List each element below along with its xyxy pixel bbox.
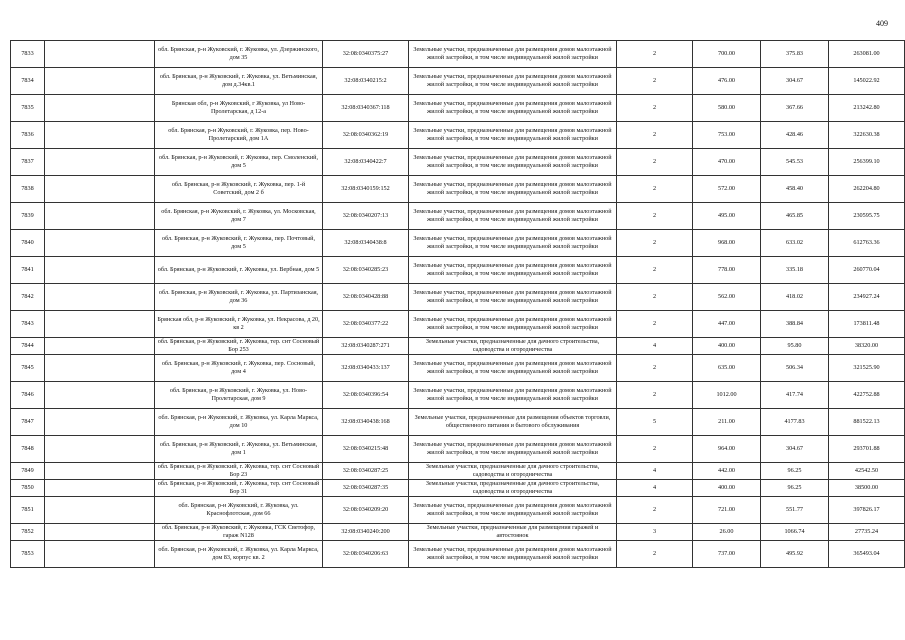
group-cell: 2 [617,68,693,95]
address-cell: обл. Брянская, р-н Жуковский, г. Жуковка, ул. Ветьминская, дом д.34кв.1 [155,68,323,95]
row-number: 7841 [11,257,45,284]
area-cell: 26.00 [693,524,761,541]
cadastral-number-cell: 32:08:0340362:19 [323,122,409,149]
table-row [11,382,905,409]
blank-cell [45,463,155,480]
address-cell: обл. Брянская, р-н Жуковский, г. Жуковка, тер. снт Сосновый Бор 23 [155,463,323,480]
area-cell: 495.00 [693,203,761,230]
blank-cell [45,284,155,311]
area-cell: 635.00 [693,355,761,382]
row-number: 7850 [11,480,45,497]
group-cell: 4 [617,480,693,497]
table-row [11,409,905,436]
blank-cell [45,524,155,541]
group-cell: 2 [617,122,693,149]
cadastral-number-cell: 32:08:0340287:25 [323,463,409,480]
row-number: 7852 [11,524,45,541]
cadastral-number-cell: 32:08:0340422:7 [323,149,409,176]
specific-value-cell: 304.67 [761,436,829,463]
group-cell: 2 [617,257,693,284]
area-cell: 778.00 [693,257,761,284]
row-number: 7842 [11,284,45,311]
blank-cell [45,480,155,497]
cadastral-value-cell: 612763.36 [829,230,905,257]
table-row [11,497,905,524]
area-cell: 400.00 [693,338,761,355]
land-use-cell: Земельные участки, предназначенные для размещения гаражей и автостоянок [409,524,617,541]
row-number: 7847 [11,409,45,436]
blank-cell [45,311,155,338]
address-cell: обл. Брянская, р-н Жуковский, г. Жуковка, ул. Вербная, дом 5 [155,257,323,284]
row-number: 7833 [11,41,45,68]
blank-cell [45,409,155,436]
cadastral-value-cell: 293701.88 [829,436,905,463]
address-cell: обл. Брянская, р-н Жуковский, г. Жуковка, ул. Дзержинского, дом 35 [155,41,323,68]
specific-value-cell: 551.77 [761,497,829,524]
address-cell: Брянская обл, р-н Жуковский, г Жуковка, ул Ново-Пролетарская, д 12-а [155,95,323,122]
land-use-cell: Земельные участки, предназначенные для размещения домов малоэтажной жилой застройки, в том числе индивидуальной жилой застройки [409,149,617,176]
row-number: 7853 [11,541,45,568]
land-use-cell: Земельные участки, предназначенные для размещения домов малоэтажной жилой застройки, в том числе индивидуальной жилой застройки [409,497,617,524]
row-number: 7837 [11,149,45,176]
row-number: 7845 [11,355,45,382]
group-cell: 2 [617,203,693,230]
specific-value-cell: 506.34 [761,355,829,382]
area-cell: 968.00 [693,230,761,257]
land-use-cell: Земельные участки, предназначенные для размещения домов малоэтажной жилой застройки, в том числе индивидуальной жилой застройки [409,122,617,149]
land-use-cell: Земельные участки, предназначенные для размещения домов малоэтажной жилой застройки, в том числе индивидуальной жилой застройки [409,436,617,463]
group-cell: 4 [617,338,693,355]
cadastral-number-cell: 32:08:0340159:152 [323,176,409,203]
row-number: 7849 [11,463,45,480]
area-cell: 1012.00 [693,382,761,409]
specific-value-cell: 1066.74 [761,524,829,541]
row-number: 7840 [11,230,45,257]
area-cell: 470.00 [693,149,761,176]
blank-cell [45,95,155,122]
blank-cell [45,355,155,382]
area-cell: 721.00 [693,497,761,524]
address-cell: обл. Брянская, р-н Жуковский, г. Жуковка, пер. Сосновый, дом 4 [155,355,323,382]
table-row [11,41,905,68]
land-use-cell: Земельные участки, предназначенные для размещения домов малоэтажной жилой застройки, в том числе индивидуальной жилой застройки [409,284,617,311]
cadastral-value-cell: 27735.24 [829,524,905,541]
cadastral-value-cell: 145022.92 [829,68,905,95]
cadastral-number-cell: 32:08:0340207:13 [323,203,409,230]
area-cell: 737.00 [693,541,761,568]
table-row [11,230,905,257]
address-cell: обл. Брянская, р-н Жуковский, г. Жуковка, ул. Ново-Пролетарская, дом 9 [155,382,323,409]
land-use-cell: Земельные участки, предназначенные для размещения домов малоэтажной жилой застройки, в том числе индивидуальной жилой застройки [409,95,617,122]
address-cell: обл. Брянская, р-н Жуковский, г. Жуковка, пер. Ново-Пролетарский, дом 1А [155,122,323,149]
blank-cell [45,68,155,95]
cadastral-number-cell: 32:08:0340367:118 [323,95,409,122]
blank-cell [45,203,155,230]
row-number: 7844 [11,338,45,355]
table-row [11,149,905,176]
blank-cell [45,497,155,524]
land-use-cell: Земельные участки, предназначенные для размещения домов малоэтажной жилой застройки, в том числе индивидуальной жилой застройки [409,230,617,257]
specific-value-cell: 375.83 [761,41,829,68]
cadastral-number-cell: 32:08:0340240:200 [323,524,409,541]
cadastral-value-cell: 422752.88 [829,382,905,409]
cadastral-value-cell: 397826.17 [829,497,905,524]
address-cell: обл. Брянская, р-н Жуковский, г. Жуковка, ул. Партизанская, дом 36 [155,284,323,311]
cadastral-number-cell: 32:08:0340396:54 [323,382,409,409]
address-cell: обл. Брянская, р-н Жуковский, г. Жуковка, ул. Московская, дом 7 [155,203,323,230]
group-cell: 2 [617,230,693,257]
table-row [11,524,905,541]
blank-cell [45,41,155,68]
address-cell: Брянская обл, р-н Жуковский, г Жуковка, ул. Некрасова, д 20, кв 2 [155,311,323,338]
row-number: 7836 [11,122,45,149]
specific-value-cell: 95.80 [761,338,829,355]
specific-value-cell: 367.66 [761,95,829,122]
specific-value-cell: 417.74 [761,382,829,409]
cadastral-value-cell: 256399.10 [829,149,905,176]
cadastral-number-cell: 32:08:0340438:168 [323,409,409,436]
land-use-cell: Земельные участки, предназначенные для размещения объектов торговли, общественного питания и бытового обслуживания [409,409,617,436]
group-cell: 2 [617,284,693,311]
specific-value-cell: 495.92 [761,541,829,568]
area-cell: 572.00 [693,176,761,203]
area-cell: 964.00 [693,436,761,463]
cadastral-number-cell: 32:08:0340209:20 [323,497,409,524]
specific-value-cell: 335.18 [761,257,829,284]
cadastral-value-cell: 173811.48 [829,311,905,338]
blank-cell [45,149,155,176]
land-use-cell: Земельные участки, предназначенные для дачного строительства, садоводства и огородничества [409,338,617,355]
group-cell: 3 [617,524,693,541]
row-number: 7839 [11,203,45,230]
group-cell: 5 [617,409,693,436]
area-cell: 580.00 [693,95,761,122]
area-cell: 562.00 [693,284,761,311]
group-cell: 2 [617,497,693,524]
specific-value-cell: 418.02 [761,284,829,311]
cadastral-value-cell: 881522.13 [829,409,905,436]
cadastral-number-cell: 32:08:0340287:271 [323,338,409,355]
area-cell: 447.00 [693,311,761,338]
cadastral-value-cell: 260770.04 [829,257,905,284]
table-row [11,480,905,497]
group-cell: 2 [617,382,693,409]
land-use-cell: Земельные участки, предназначенные для размещения домов малоэтажной жилой застройки, в том числе индивидуальной жилой застройки [409,257,617,284]
cadastral-number-cell: 32:08:0340433:137 [323,355,409,382]
group-cell: 4 [617,463,693,480]
table-row [11,95,905,122]
specific-value-cell: 304.67 [761,68,829,95]
specific-value-cell: 633.02 [761,230,829,257]
land-use-cell: Земельные участки, предназначенные для размещения домов малоэтажной жилой застройки, в том числе индивидуальной жилой застройки [409,382,617,409]
table-row [11,436,905,463]
group-cell: 2 [617,541,693,568]
table-row [11,463,905,480]
table-row [11,284,905,311]
group-cell: 2 [617,149,693,176]
land-use-cell: Земельные участки, предназначенные для размещения домов малоэтажной жилой застройки, в том числе индивидуальной жилой застройки [409,203,617,230]
table-row [11,257,905,284]
row-number: 7851 [11,497,45,524]
group-cell: 2 [617,436,693,463]
cadastral-number-cell: 32:08:0340428:88 [323,284,409,311]
row-number: 7843 [11,311,45,338]
specific-value-cell: 388.84 [761,311,829,338]
blank-cell [45,382,155,409]
blank-cell [45,541,155,568]
table-row [11,338,905,355]
address-cell: обл. Брянская, р-н Жуковский, г. Жуковка, пер. Почтовый, дом 5 [155,230,323,257]
group-cell: 2 [617,95,693,122]
group-cell: 2 [617,355,693,382]
area-cell: 442.00 [693,463,761,480]
table-row [11,311,905,338]
specific-value-cell: 458.40 [761,176,829,203]
cadastral-number-cell: 32:08:0340215:48 [323,436,409,463]
land-use-cell: Земельные участки, предназначенные для размещения домов малоэтажной жилой застройки, в том числе индивидуальной жилой застройки [409,41,617,68]
land-use-cell: Земельные участки, предназначенные для дачного строительства, садоводства и огородничества [409,480,617,497]
row-number: 7838 [11,176,45,203]
land-use-cell: Земельные участки, предназначенные для дачного строительства, садоводства и огородничества [409,463,617,480]
blank-cell [45,230,155,257]
row-number: 7834 [11,68,45,95]
cadastral-number-cell: 32:08:0340285:23 [323,257,409,284]
page-number: 409 [876,19,888,28]
table-row [11,68,905,95]
cadastral-number-cell: 32:08:0340287:35 [323,480,409,497]
cadastral-value-cell: 321525.90 [829,355,905,382]
cadastral-value-cell: 42542.50 [829,463,905,480]
specific-value-cell: 96.25 [761,463,829,480]
land-use-cell: Земельные участки, предназначенные для размещения домов малоэтажной жилой застройки, в том числе индивидуальной жилой застройки [409,355,617,382]
specific-value-cell: 4177.83 [761,409,829,436]
specific-value-cell: 96.25 [761,480,829,497]
address-cell: обл. Брянская, р-н Жуковский, г. Жуковка, тер. снт Сосновый Бор 253 [155,338,323,355]
cadastral-number-cell: 32:08:0340438:8 [323,230,409,257]
blank-cell [45,176,155,203]
area-cell: 400.00 [693,480,761,497]
table-row [11,122,905,149]
area-cell: 476.00 [693,68,761,95]
specific-value-cell: 428.46 [761,122,829,149]
cadastral-value-cell: 230595.75 [829,203,905,230]
cadastral-value-cell: 263081.00 [829,41,905,68]
land-use-cell: Земельные участки, предназначенные для размещения домов малоэтажной жилой застройки, в том числе индивидуальной жилой застройки [409,68,617,95]
specific-value-cell: 545.53 [761,149,829,176]
address-cell: обл. Брянская, р-н Жуковский, г. Жуковка, тер. снт Сосновый Бор 31 [155,480,323,497]
cadastral-value-cell: 234927.24 [829,284,905,311]
address-cell: обл. Брянская, р-н Жуковский, г. Жуковка, ГСК Светофор, гараж N128 [155,524,323,541]
cadastral-number-cell: 32:08:0340377:22 [323,311,409,338]
blank-cell [45,338,155,355]
table-row [11,541,905,568]
area-cell: 211.00 [693,409,761,436]
specific-value-cell: 465.85 [761,203,829,230]
land-use-cell: Земельные участки, предназначенные для размещения домов малоэтажной жилой застройки, в том числе индивидуальной жилой застройки [409,311,617,338]
table-row [11,203,905,230]
land-use-cell: Земельные участки, предназначенные для размещения домов малоэтажной жилой застройки, в том числе индивидуальной жилой застройки [409,541,617,568]
cadastral-value-cell: 213242.80 [829,95,905,122]
address-cell: обл. Брянская, р-н Жуковский, г. Жуковка, пер. 1-й Советский, дом 2 б [155,176,323,203]
address-cell: обл. Брянская, р-н Жуковский, г. Жуковка, ул. Карла Маркса, дом 10 [155,409,323,436]
group-cell: 2 [617,176,693,203]
address-cell: обл. Брянская, р-н Жуковский, г. Жуковка, ул. Ветьминская, дом 1 [155,436,323,463]
blank-cell [45,122,155,149]
address-cell: обл. Брянская, р-н Жуковский, г. Жуковка, ул. Карла Маркса, дом 83, корпус кв. 2 [155,541,323,568]
land-register-table [10,40,905,568]
row-number: 7846 [11,382,45,409]
table-row [11,355,905,382]
group-cell: 2 [617,41,693,68]
cadastral-number-cell: 32:08:0340206:63 [323,541,409,568]
address-cell: обл. Брянская, р-н Жуковский, г. Жуковка, ул. Краснофлотская, дом 66 [155,497,323,524]
area-cell: 753.00 [693,122,761,149]
area-cell: 700.00 [693,41,761,68]
blank-cell [45,257,155,284]
row-number: 7835 [11,95,45,122]
address-cell: обл. Брянская, р-н Жуковский, г. Жуковка, пер. Смоленский, дом 5 [155,149,323,176]
cadastral-value-cell: 262204.80 [829,176,905,203]
cadastral-number-cell: 32:08:0340375:27 [323,41,409,68]
land-use-cell: Земельные участки, предназначенные для размещения домов малоэтажной жилой застройки, в том числе индивидуальной жилой застройки [409,176,617,203]
cadastral-number-cell: 32:08:0340215:2 [323,68,409,95]
cadastral-value-cell: 38320.00 [829,338,905,355]
table-row [11,176,905,203]
cadastral-value-cell: 322630.38 [829,122,905,149]
cadastral-value-cell: 38500.00 [829,480,905,497]
row-number: 7848 [11,436,45,463]
cadastral-value-cell: 365493.04 [829,541,905,568]
blank-cell [45,436,155,463]
group-cell: 2 [617,311,693,338]
